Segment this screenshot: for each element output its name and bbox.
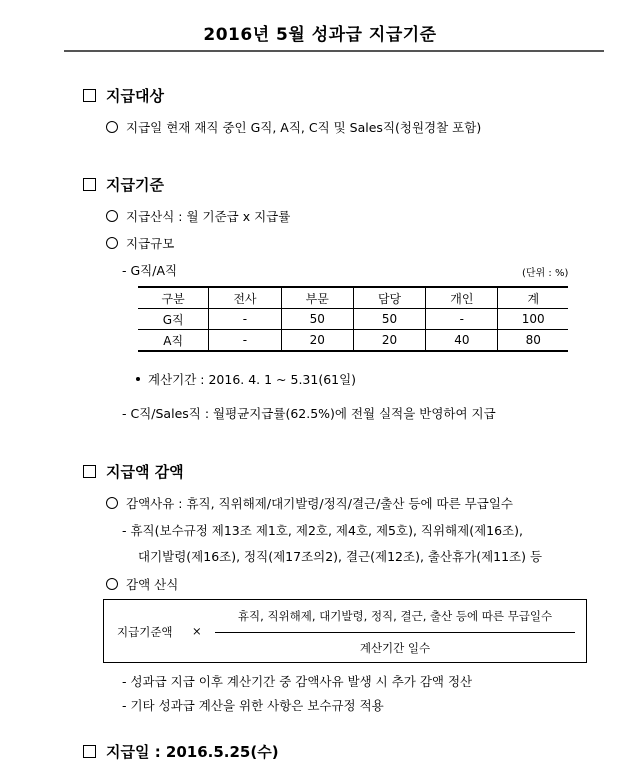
formula-times: × xyxy=(192,624,202,638)
unit-label: (단위 : %) xyxy=(522,268,569,279)
circle-bullet-icon xyxy=(106,210,118,222)
circle-bullet-icon xyxy=(106,237,118,249)
criteria-formula-text: 지급산식 : 월 기준급 x 지급률 xyxy=(126,209,291,224)
circle-bullet-icon xyxy=(106,578,118,590)
checkbox-square-icon xyxy=(83,465,96,478)
table-header-cell: 부문 xyxy=(281,287,353,309)
table-cell: A직 xyxy=(138,330,209,352)
table-cell: 80 xyxy=(498,330,568,352)
target-item xyxy=(106,118,481,136)
criteria-scale xyxy=(106,234,174,252)
target-item-text: 지급일 현재 재직 중인 G직, A직, C직 및 Sales직(청원경찰 포함) xyxy=(126,120,482,135)
reduction-calc xyxy=(106,575,178,593)
cs-sales-line: - C직/Sales직 : 월평균지급률(62.5%)에 전월 실적을 반영하여 지급 xyxy=(122,406,496,421)
reduction-note-1: - 성과급 지급 이후 계산기간 중 감액사유 발생 시 추가 감액 정산 xyxy=(122,674,473,689)
page-title: 2016년 5월 성과급 지급기준 xyxy=(203,25,437,45)
table-cell: - xyxy=(209,330,281,352)
fraction-bar xyxy=(215,632,575,633)
period-text: 계산기간 : 2016. 4. 1 ~ 5.31(61일) xyxy=(148,372,357,387)
title-divider xyxy=(64,50,604,52)
table-cell: 40 xyxy=(426,330,498,352)
reduction-reason-text: 감액사유 : 휴직, 직위해제/대기발령/정직/결근/출산 등에 따른 무급일수 xyxy=(126,496,513,511)
criteria-scale-text: 지급규모 xyxy=(126,236,175,251)
circle-bullet-icon xyxy=(106,121,118,133)
section-criteria-heading xyxy=(83,174,164,195)
period-line xyxy=(136,370,356,388)
table-row xyxy=(138,330,568,352)
formula-numerator: 휴직, 직위해제, 대기발령, 정직, 결근, 출산 등에 따른 무급일수 xyxy=(237,609,553,623)
formula-base: 지급기준액 xyxy=(117,625,173,639)
checkbox-square-icon xyxy=(83,178,96,191)
checkbox-square-icon xyxy=(83,89,96,102)
ga-label: - G직/A직 xyxy=(122,263,178,278)
table-cell: 100 xyxy=(498,309,568,330)
criteria-formula xyxy=(106,207,290,225)
section-payday xyxy=(83,741,279,762)
dot-bullet-icon xyxy=(136,377,140,381)
table-row xyxy=(138,309,568,330)
table-cell: 20 xyxy=(353,330,425,352)
section-target-heading xyxy=(83,85,164,106)
table-header-cell: 계 xyxy=(498,287,568,309)
section-target-title: 지급대상 xyxy=(106,87,164,105)
table-cell: - xyxy=(209,309,281,330)
table-header-cell: 개인 xyxy=(426,287,498,309)
table-cell: 20 xyxy=(281,330,353,352)
table-header-cell: 담당 xyxy=(353,287,425,309)
reduction-detail-1: - 휴직(보수규정 제13조 제1호, 제2호, 제4호, 제5호), 직위해제(제16조), xyxy=(122,523,523,538)
table-cell: 50 xyxy=(353,309,425,330)
formula-denominator: 계산기간 일수 xyxy=(359,641,431,655)
table-header-cell: 전사 xyxy=(209,287,281,309)
table-cell: - xyxy=(426,309,498,330)
reduction-reason xyxy=(106,494,513,512)
section-reduction-title: 지급액 감액 xyxy=(106,463,184,481)
payout-rate-table xyxy=(138,286,568,352)
circle-bullet-icon xyxy=(106,497,118,509)
reduction-calc-text: 감액 산식 xyxy=(126,577,179,592)
section-reduction-heading xyxy=(83,461,184,482)
table-cell: 50 xyxy=(281,309,353,330)
section-criteria-title: 지급기준 xyxy=(106,176,164,194)
table-cell: G직 xyxy=(138,309,209,330)
checkbox-square-icon xyxy=(83,745,96,758)
reduction-detail-2: 대기발령(제16조), 정직(제17조의2), 결근(제12조), 출산휴가(제11조) 등 xyxy=(138,549,543,564)
table-header-cell: 구분 xyxy=(138,287,209,309)
reduction-note-2: - 기타 성과급 계산을 위한 사항은 보수규정 적용 xyxy=(122,698,384,713)
table-header-row xyxy=(138,287,568,309)
payday-text: 지급일 : 2016.5.25(수) xyxy=(106,743,279,761)
